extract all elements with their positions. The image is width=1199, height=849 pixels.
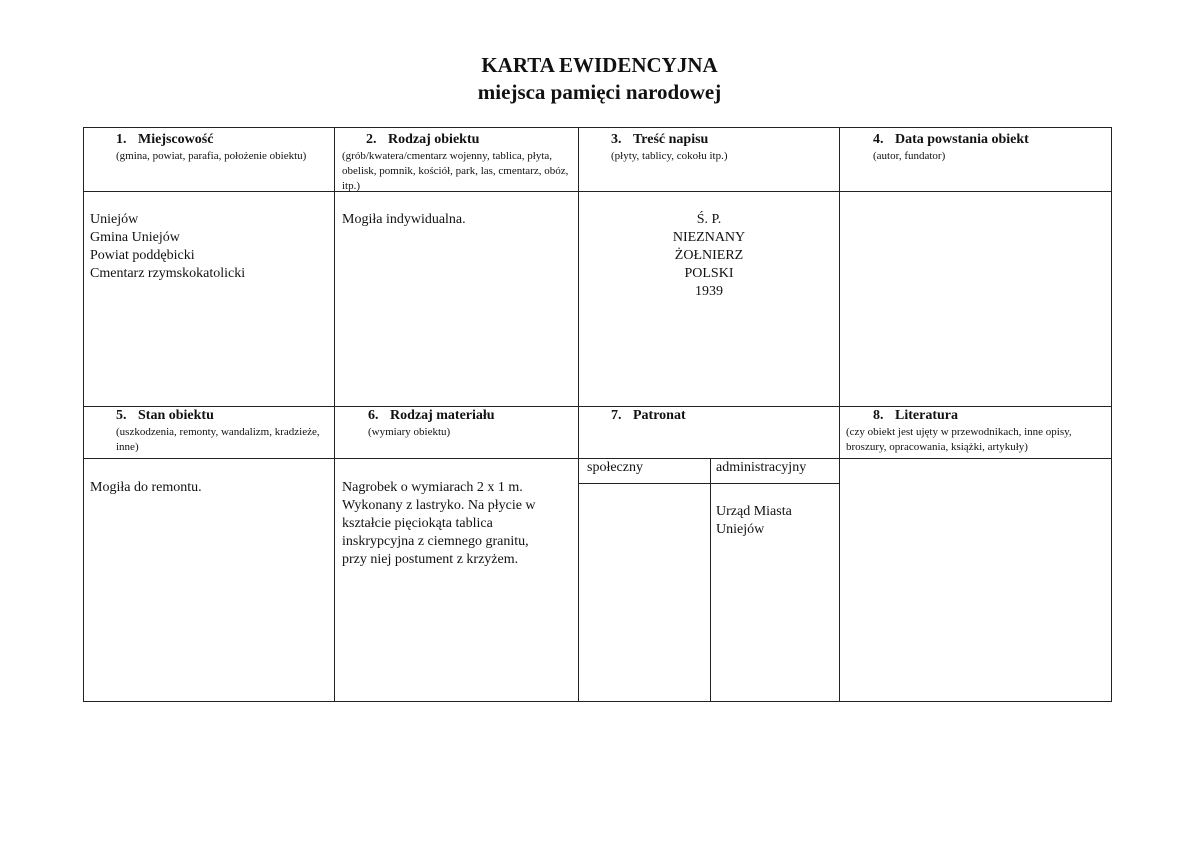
patronat-admin-content bbox=[716, 503, 838, 539]
content-rodzaj-materialu bbox=[342, 479, 574, 569]
col-divider-1 bbox=[334, 128, 335, 701]
patronat-col-divider bbox=[710, 458, 711, 701]
content-line: Uniejów bbox=[90, 212, 139, 227]
header-miejscowosc bbox=[116, 132, 326, 164]
header-label: Miejscowość bbox=[138, 132, 214, 147]
header-label: Treść napisu bbox=[633, 132, 709, 147]
inscription-line: Ś. P. bbox=[696, 212, 722, 227]
header-hint: (grób/kwatera/cmentarz wojenny, tablica, płyta, obelisk, pomnik, kościół, park, las, cmentarz, obóz, itp.) bbox=[342, 150, 569, 192]
header-data-powstania bbox=[873, 132, 1103, 164]
header-number: 4. bbox=[873, 132, 884, 147]
content-line: Nagrobek o wymiarach 2 x 1 m. bbox=[342, 480, 523, 495]
patronat-admin-label: administracyjny bbox=[716, 460, 807, 475]
header-hint: (gmina, powiat, parafia, położenie obiektu) bbox=[116, 150, 307, 162]
header-number: 2. bbox=[366, 132, 377, 147]
header-hint: (wymiary obiektu) bbox=[368, 426, 451, 438]
inscription-line: ŻOŁNIERZ bbox=[674, 248, 744, 263]
header-label: Data powstania obiekt bbox=[895, 132, 1029, 147]
row-divider-header1 bbox=[84, 191, 1111, 192]
header-tresc-napisu bbox=[611, 132, 831, 164]
content-rodzaj-obiektu bbox=[342, 211, 574, 229]
content-tresc-napisu bbox=[579, 211, 839, 301]
row-divider-middle bbox=[84, 406, 1111, 407]
content-line: przy niej postument z krzyżem. bbox=[342, 552, 519, 567]
content-miejscowosc bbox=[90, 211, 330, 283]
header-number: 1. bbox=[116, 132, 127, 147]
content-line: kształcie pięciokąta tablica bbox=[342, 516, 493, 531]
content-line: inskrypcyjna z ciemnego granitu, bbox=[342, 534, 529, 549]
header-number: 3. bbox=[611, 132, 622, 147]
content-stan-obiektu bbox=[90, 479, 330, 497]
content-line: Urząd Miasta bbox=[716, 504, 792, 519]
header-stan-obiektu bbox=[116, 408, 326, 455]
header-label: Rodzaj materiału bbox=[390, 408, 495, 423]
header-patronat bbox=[611, 408, 831, 424]
record-card-grid bbox=[83, 127, 1112, 702]
document-subtitle: miejsca pamięci narodowej bbox=[477, 80, 722, 104]
header-rodzaj-materialu bbox=[368, 408, 568, 440]
header-rodzaj-obiektu bbox=[342, 132, 572, 194]
header-literatura bbox=[846, 408, 1108, 455]
header-number: 7. bbox=[611, 408, 622, 423]
content-line: Powiat poddębicki bbox=[90, 248, 195, 263]
content-line: Mogiła indywidualna. bbox=[342, 212, 466, 227]
header-label: Rodzaj obiektu bbox=[388, 132, 480, 147]
header-number: 8. bbox=[873, 408, 884, 423]
inscription-line: POLSKI bbox=[684, 266, 734, 281]
col-divider-3 bbox=[839, 128, 840, 701]
content-line: Wykonany z lastryko. Na płycie w bbox=[342, 498, 536, 513]
header-hint: (autor, fundator) bbox=[873, 150, 946, 162]
content-line: Cmentarz rzymskokatolicki bbox=[90, 266, 246, 281]
patronat-social-label: społeczny bbox=[587, 460, 643, 475]
header-label: Patronat bbox=[633, 408, 686, 423]
content-line: Gmina Uniejów bbox=[90, 230, 180, 245]
header-number: 6. bbox=[368, 408, 379, 423]
header-hint: (czy obiekt jest ujęty w przewodnikach, inne opisy, broszury, opracowania, książki, artykuły) bbox=[846, 426, 1072, 453]
inscription-line: 1939 bbox=[695, 284, 723, 299]
header-label: Literatura bbox=[895, 408, 958, 423]
content-line: Uniejów bbox=[716, 522, 765, 537]
header-number: 5. bbox=[116, 408, 127, 423]
document-title: KARTA EWIDENCYJNA bbox=[481, 53, 718, 77]
header-label: Stan obiektu bbox=[138, 408, 214, 423]
header-hint: (uszkodzenia, remonty, wandalizm, kradzieże, inne) bbox=[116, 426, 320, 453]
inscription-line: NIEZNANY bbox=[672, 230, 746, 245]
patronat-subdivider bbox=[578, 483, 839, 484]
content-line: Mogiła do remontu. bbox=[90, 480, 202, 495]
header-hint: (płyty, tablicy, cokołu itp.) bbox=[611, 150, 728, 162]
